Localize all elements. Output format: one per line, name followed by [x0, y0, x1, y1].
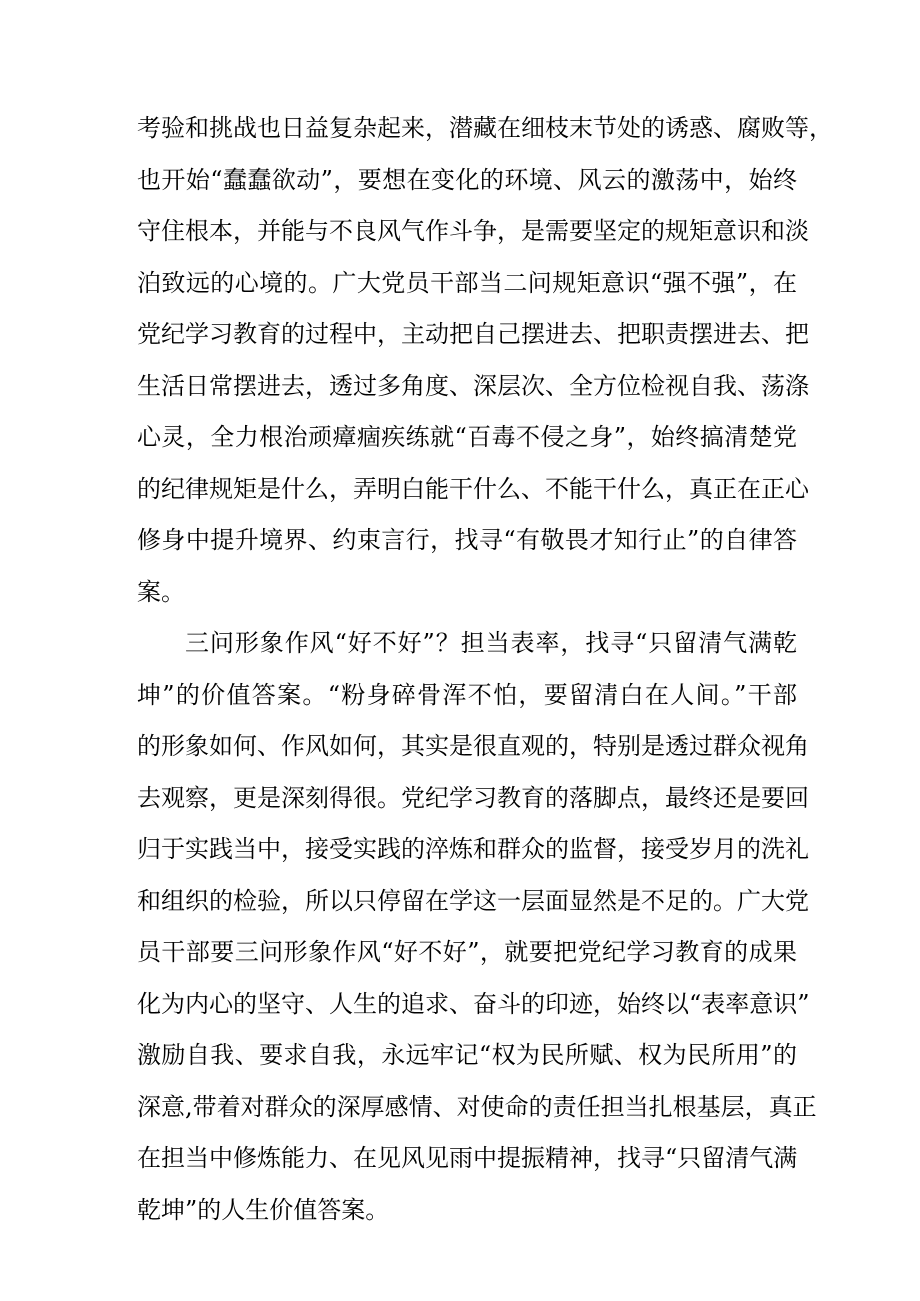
text-line: 也开始“蠢蠢欲动”，要想在变化的环境、风云的激荡中，始终: [137, 165, 797, 194]
text-line: 的形象如何、作风如何，其实是很直观的，特别是透过群众视角: [137, 732, 809, 760]
text-line: 生活日常摆进去，透过多角度、深层次、全方位检视自我、荡涤: [137, 371, 809, 400]
text-line: 泊致远的心境的。广大党员干部当二问规矩意识“强不强”，在: [137, 268, 797, 297]
document-body: [137, 103, 833, 1236]
text-line: 心灵，全力根治顽瘴痼疾练就“百毒不侵之身”，始终搞清楚党: [137, 423, 797, 451]
text-line: 的纪律规矩是什么，弄明白能干什么、不能干什么，真正在正心: [137, 474, 809, 503]
text-line: 深意,带着对群众的深厚感情、对使命的责任担当扎根基层，真正: [137, 1092, 817, 1121]
text-line: 去观察，更是深刻得很。党纪学习教育的落脚点，最终还是要回: [137, 783, 809, 812]
text-line: 坤”的价值答案。“粉身碎骨浑不怕，要留清白在人间。”干部: [137, 680, 797, 709]
text-line: 在担当中修炼能力、在见风见雨中提振精神，找寻“只留清气满: [137, 1144, 798, 1172]
text-line: 乾坤”的人生价值答案。: [137, 1195, 390, 1224]
paragraph-2: [137, 618, 817, 1236]
text-line: 和组织的检验，所以只停留在学这一层面显然是不足的。广大党: [137, 886, 809, 915]
text-line: 三问形象作风“好不好”？担当表率，找寻“只留清气满乾: [185, 629, 797, 657]
paragraph-1: [137, 103, 833, 618]
text-line: 员干部要三问形象作风“好不好”，就要把党纪学习教育的成果: [137, 938, 797, 966]
text-line: 党纪学习教育的过程中，主动把自己摆进去、把职责摆进去、把: [137, 320, 809, 348]
text-line: 守住根本，并能与不良风气作斗争，是需要坚定的规矩意识和淡: [137, 217, 809, 245]
text-line: 考验和挑战也日益复杂起来，潜藏在细枝末节处的诱惑、腐败等，: [137, 114, 833, 142]
text-line: 化为内心的坚守、人生的追求、奋斗的印迹，始终以“表率意识”: [137, 989, 810, 1018]
text-line: 修身中提升境界、约束言行，找寻“有敬畏才知行止”的自律答: [137, 526, 797, 554]
text-line: 激励自我、要求自我，永远牢记“权为民所赋、权为民所用”的: [137, 1041, 797, 1069]
text-line: 案。: [137, 577, 185, 606]
text-line: 归于实践当中，接受实践的淬炼和群众的监督，接受岁月的洗礼: [137, 835, 809, 863]
